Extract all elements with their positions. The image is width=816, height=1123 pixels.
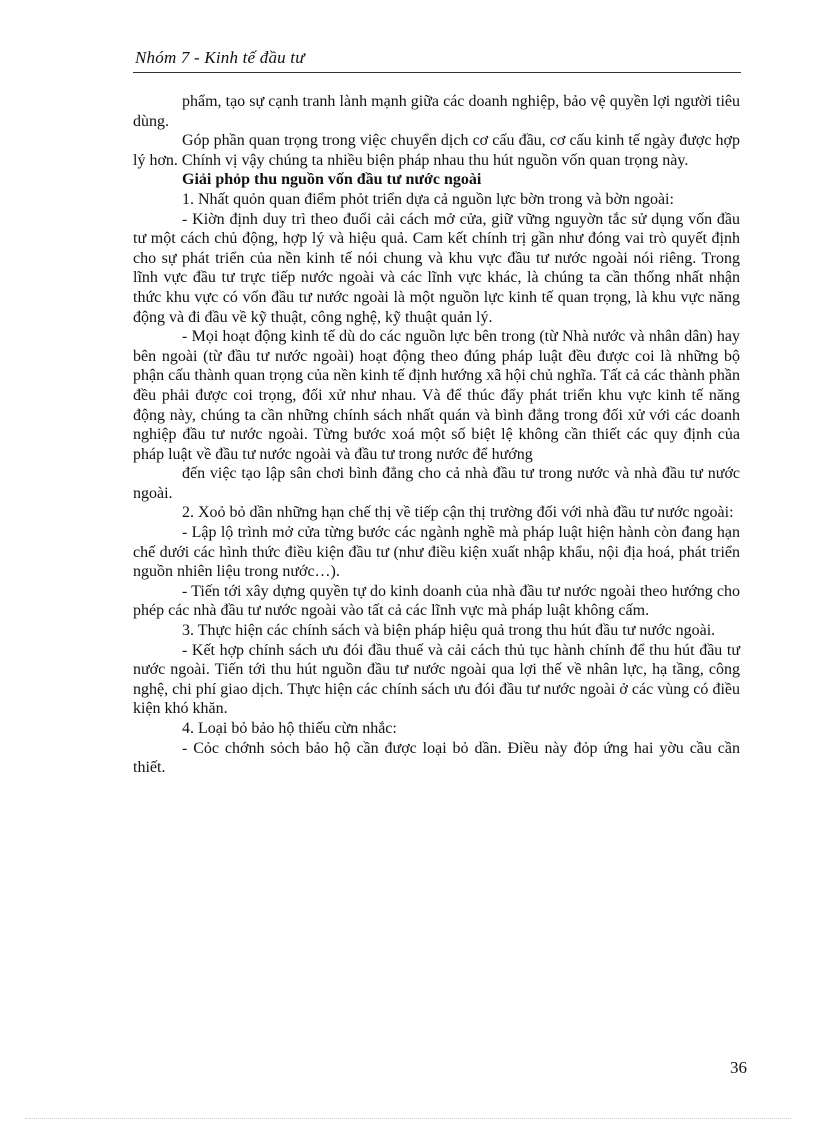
- bullet-paragraph: - Kết hợp chính sách ưu đói đầu thuế và cải cách thủ tục hành chính để thu hút đầu tư nước ngoài. Tiến tới thu hút nguồn đầu tư nước ngoài qua lợi thế về nhân lực, hạ tầng, công nghệ, chi phí giao dịch. Thực hiện các chính sách ưu đói đầu tư nước ngoài ở các vùng có điều kiện khó khăn.: [133, 641, 740, 718]
- page-number: 36: [730, 1058, 747, 1077]
- bullet-paragraph: - Mọi hoạt động kinh tế dù do các nguồn lực bên trong (từ Nhà nước và nhân dân) hay bên ngoài (từ đầu tư nước ngoài) hoạt động theo đúng pháp luật đều được coi là những bộ phận cấu thành quan trọng của nền kinh tế định hướng xã hội chủ nghĩa. Tất cả các thành phần đều phải được coi trọng, đối xử như nhau. Và để thúc đẩy phát triển khu vực kinh tế năng động này, chúng ta cần những chính sách nhất quán và bình đẳng trong đối xử với các doanh nghiệp đầu tư nước ngoài. Từng bước xoá một số biệt lệ không cần thiết các quy định của pháp luật về đầu tư nước ngoài và đầu tư trong nước để hướng: [133, 328, 740, 463]
- bullet-paragraph: - Tiến tới xây dựng quyền tự do kinh doanh của nhà đầu tư nước ngoài theo hướng cho phép các nhà đầu tư nước ngoài vào tất cả các lĩnh vực mà pháp luật không cấm.: [133, 582, 740, 620]
- paragraph: phẩm, tạo sự cạnh tranh lành mạnh giữa các doanh nghiệp, bảo vệ quyền lợi người tiêu dùng.: [133, 93, 740, 130]
- numbered-item: 2. Xoỏ bỏ dần những hạn chế thị về tiếp cận thị trường đối với nhà đầu tư nước ngoài:: [182, 504, 734, 522]
- page-header: [133, 44, 741, 73]
- bullet-paragraph: - Lập lộ trình mở cửa từng bước các ngành nghề mà pháp luật hiện hành còn đang hạn chế dưới các hình thức điều kiện đầu tư (như điều kiện xuất nhập khẩu, nội địa hoá, phát triển nguồn nhiên liệu trong nước…).: [133, 524, 740, 581]
- header-title: Nhóm 7 - Kinh tế đầu tư: [135, 48, 305, 67]
- paragraph: Góp phần quan trọng trong việc chuyển dịch cơ cấu đầu, cơ cấu kinh tế ngày được hợp lý hơn. Chính vị vậy chúng ta nhiều biện pháp nhau thu hút nguồn vốn quan trọng này.: [133, 132, 740, 169]
- numbered-item: 1. Nhất quỏn quan điểm phỏt triển dựa cả nguồn lực bờn trong và bờn ngoài:: [182, 190, 674, 208]
- paragraph-continuation: đến việc tạo lập sân chơi bình đẳng cho cả nhà đầu tư trong nước và nhà đầu tư nước ngoài.: [133, 465, 740, 502]
- page-body: [133, 92, 740, 778]
- section-heading: Giải phỏp thu nguồn vốn đầu tư nước ngoài: [182, 171, 482, 189]
- numbered-item: 3. Thực hiện các chính sách và biện pháp hiệu quả trong thu hút đầu tư nước ngoài.: [182, 622, 716, 640]
- bullet-paragraph: - Cỏc chớnh sỏch bảo hộ cần được loại bỏ dần. Điều này đỏp ứng hai yờu cầu cần thiết.: [133, 739, 740, 777]
- numbered-item: 4. Loại bỏ bảo hộ thiếu cừn nhắc:: [182, 720, 397, 737]
- page-bottom-divider: [25, 1118, 791, 1119]
- bullet-paragraph: - Kiờn định duy trì theo đuổi cải cách mở cửa, giữ vững nguyờn tắc sử dụng vốn đầu tư một cách chủ động, hợp lý và hiệu quả. Cam kết chính trị gần như đóng vai trò quyết định cho sự phát triển của nền kinh tế nói chung và khu vực đầu tư nước ngoài nói riêng. Trong lĩnh vực đầu tư trực tiếp nước ngoài và các lĩnh vực khác, là chúng ta cần thống nhất nhận thức khu vực có vốn đầu tư nước ngoài là một nguồn lực kinh tế quan trọng, là khu vực năng động và đi đầu về kỹ thuật, công nghệ, kỹ thuật quản lý.: [133, 210, 740, 326]
